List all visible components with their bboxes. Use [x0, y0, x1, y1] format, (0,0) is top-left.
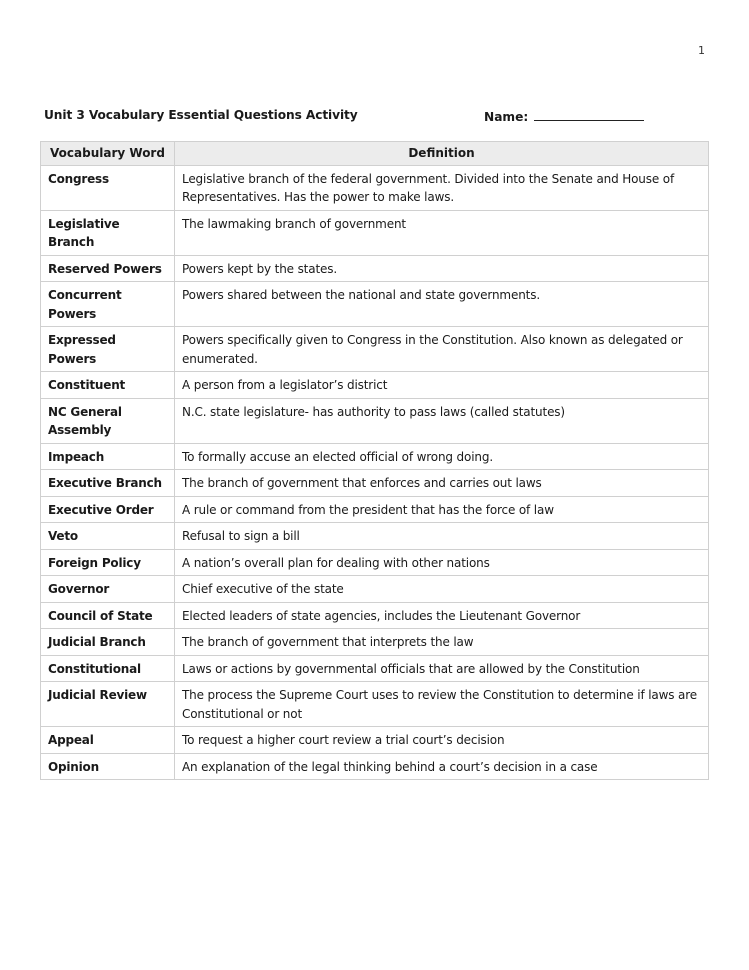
definition: The lawmaking branch of government: [175, 210, 709, 255]
name-field: [484, 108, 644, 124]
name-blank-line[interactable]: [534, 108, 644, 121]
table-row: [41, 398, 709, 443]
vocabulary-table: [40, 141, 709, 780]
page-number: 1: [698, 44, 705, 57]
table-row: [41, 255, 709, 282]
vocabulary-word: NC General Assembly: [41, 398, 175, 443]
definition: Powers shared between the national and state governments.: [175, 282, 709, 327]
vocabulary-word: Judicial Review: [41, 682, 175, 727]
table-row: [41, 576, 709, 603]
vocabulary-word: Veto: [41, 523, 175, 550]
vocabulary-word: Executive Order: [41, 496, 175, 523]
document-title: Unit 3 Vocabulary Essential Questions Activity: [44, 108, 358, 122]
vocabulary-word: Legislative Branch: [41, 210, 175, 255]
table-row: [41, 753, 709, 780]
column-header-word: Vocabulary Word: [41, 142, 175, 166]
vocabulary-word: Opinion: [41, 753, 175, 780]
table-row: [41, 372, 709, 399]
definition: Powers kept by the states.: [175, 255, 709, 282]
definition: Elected leaders of state agencies, includes the Lieutenant Governor: [175, 602, 709, 629]
vocabulary-word: Appeal: [41, 727, 175, 754]
definition: Legislative branch of the federal government. Divided into the Senate and House of Representatives. Has the power to make laws.: [175, 165, 709, 210]
table-row: [41, 282, 709, 327]
definition: An explanation of the legal thinking behind a court’s decision in a case: [175, 753, 709, 780]
vocabulary-word: Expressed Powers: [41, 327, 175, 372]
table-row: [41, 523, 709, 550]
definition: Powers specifically given to Congress in the Constitution. Also known as delegated or enumerated.: [175, 327, 709, 372]
table-row: [41, 443, 709, 470]
vocabulary-word: Governor: [41, 576, 175, 603]
definition: The process the Supreme Court uses to review the Constitution to determine if laws are Constitutional or not: [175, 682, 709, 727]
definition: N.C. state legislature- has authority to pass laws (called statutes): [175, 398, 709, 443]
table-header-row: [41, 142, 709, 166]
vocabulary-word: Constitutional: [41, 655, 175, 682]
table-row: [41, 655, 709, 682]
table-row: [41, 165, 709, 210]
definition: A nation’s overall plan for dealing with other nations: [175, 549, 709, 576]
vocabulary-word: Council of State: [41, 602, 175, 629]
definition: The branch of government that enforces and carries out laws: [175, 470, 709, 497]
vocabulary-word: Executive Branch: [41, 470, 175, 497]
definition: To formally accuse an elected official of wrong doing.: [175, 443, 709, 470]
table-row: [41, 682, 709, 727]
vocabulary-word: Reserved Powers: [41, 255, 175, 282]
column-header-definition: Definition: [175, 142, 709, 166]
vocabulary-word: Congress: [41, 165, 175, 210]
vocabulary-word: Impeach: [41, 443, 175, 470]
definition: A person from a legislator’s district: [175, 372, 709, 399]
table-row: [41, 549, 709, 576]
definition: Refusal to sign a bill: [175, 523, 709, 550]
table-row: [41, 727, 709, 754]
definition: A rule or command from the president that has the force of law: [175, 496, 709, 523]
vocabulary-word: Judicial Branch: [41, 629, 175, 656]
vocabulary-word: Constituent: [41, 372, 175, 399]
table-row: [41, 496, 709, 523]
definition: The branch of government that interprets the law: [175, 629, 709, 656]
definition: Laws or actions by governmental officials that are allowed by the Constitution: [175, 655, 709, 682]
table-row: [41, 210, 709, 255]
definition: To request a higher court review a trial court’s decision: [175, 727, 709, 754]
table-row: [41, 470, 709, 497]
table-row: [41, 602, 709, 629]
name-label: Name:: [484, 110, 529, 124]
document-header: [44, 108, 684, 126]
table-row: [41, 327, 709, 372]
vocabulary-word: Concurrent Powers: [41, 282, 175, 327]
definition: Chief executive of the state: [175, 576, 709, 603]
table-row: [41, 629, 709, 656]
vocabulary-word: Foreign Policy: [41, 549, 175, 576]
